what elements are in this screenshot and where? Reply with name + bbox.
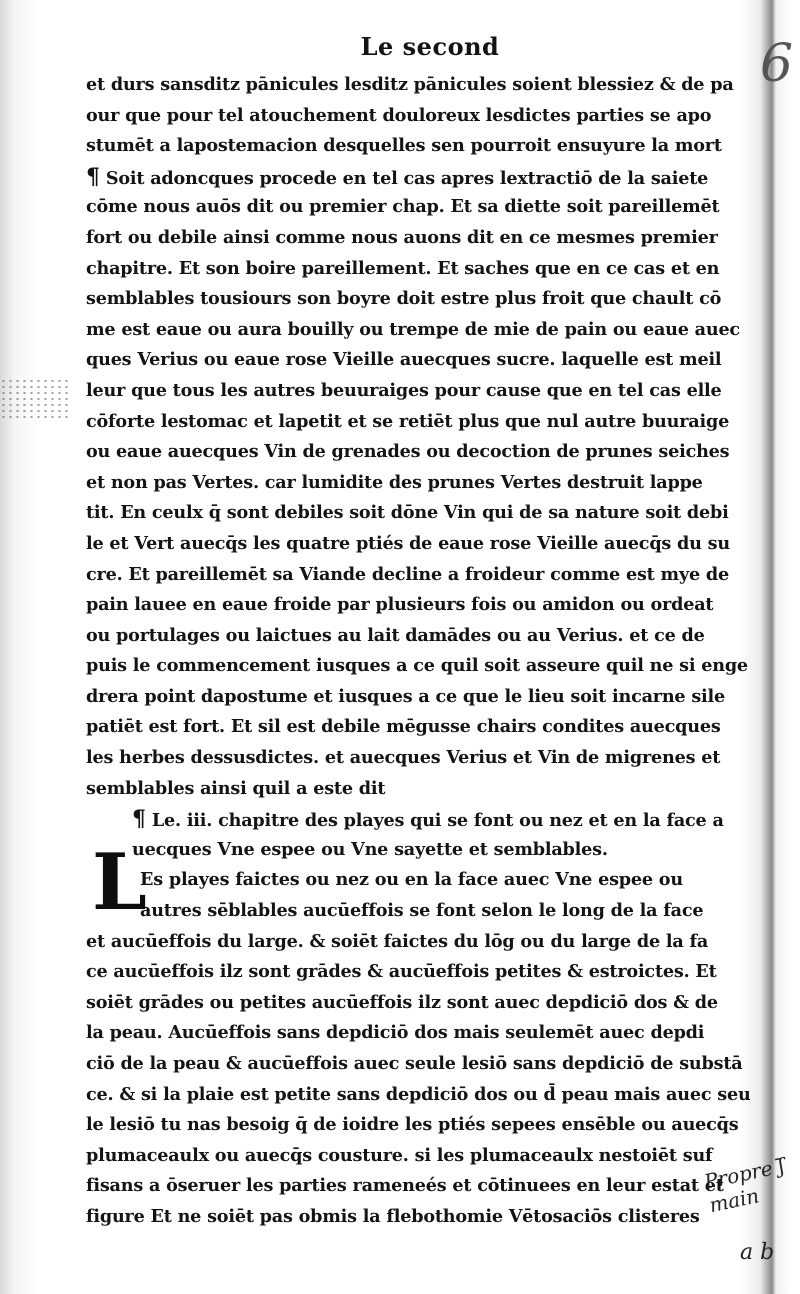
text-line: semblables ainsi quil a este dit [86,777,386,799]
text-line: chapitre. Et son boire pareillement. Et saches que en ce cas et en [86,257,720,279]
text-line: plumaceaulx ou auecq̄s cousture. si les plumaceaulx nestoiēt suf [86,1144,713,1166]
text-line: cre. Et pareillemēt sa Viande decline a froideur comme est mye de [86,563,729,585]
text-line: ou eaue auecques Vin de grenades ou decoction de prunes seiches [86,441,730,463]
text-line: ce aucūeffois ilz sont grādes & aucūeffois petites & estroictes. Et [86,961,717,983]
text-line: la peau. Aucūeffois sans depdiciō dos mais seulemēt auec depdi [86,1022,705,1044]
text-line: le et Vert auecq̄s les quatre ptiés de eaue rose Vieille auecq̄s du su [86,532,730,554]
text-line: cōforte lestomac et lapetit et se retiēt plus que nul autre buuraige [86,410,730,432]
text-line: soiēt grādes ou petites aucūeffois ilz sont auec depdiciō dos & de [86,991,718,1013]
text-line: et non pas Vertes. car lumidite des prunes Vertes destruit lappe [86,471,703,493]
text-line: tit. En ceulx q̄ sont debiles soit dōne Vin qui de sa nature soit debi [86,502,729,524]
text-line: our que pour tel atouchement douloreux lesdictes parties se apo [86,104,712,126]
text-line: ciō de la peau & aucūeffois auec seule lesiō sans depdiciō de substā [86,1053,743,1074]
text-line: et durs sansditz pānicules lesditz pānicules soient blessiez & de pa [86,74,734,95]
chapter-heading-line: ¶ Le. iii. chapitre des playes qui se font ou nez et en la face a [132,806,724,833]
text-line: patiēt est fort. Et sil est debile mēgusse chairs condites auecques [86,716,721,738]
text-line: et aucūeffois du large. & soiēt faictes du lōg ou du large de la fa [86,930,709,952]
text-line: puis le commencement iusques a ce quil soit asseure quil ne si enge [86,655,748,677]
drop-cap: L [92,837,147,928]
pilcrow-icon: ¶ [86,163,100,190]
text-line: ¶ Soit adoncques procede en tel cas apres lextractiō de la saiete [86,163,709,190]
text-line: me est eaue ou aura bouilly ou trempe de mie de pain ou eaue auec [86,318,740,340]
text-line: leur que tous les autres beuuraiges pour cause que en tel cas elle [86,379,722,401]
ink-speckle [0,378,70,418]
text-line: pain lauee en eaue froide par plusieurs fois ou amidon ou ordeat [86,594,714,616]
margin-annotation: Propre ʃ̄ main [702,1153,787,1218]
text-line: cōme nous auōs dit ou premier chap. Et sa diette soit pareillemēt [86,196,720,218]
text-line: autres sēblables aucūeffois se font selon le long de la face [140,900,704,922]
text-line: ques Verius ou eaue rose Vieille auecques sucre. laquelle est meil [86,349,722,371]
margin-page-mark: 6 [760,34,794,94]
text-line: stumēt a lapostemacion desquelles sen pourroit ensuyure la mort [86,135,722,157]
text-line: ce. & si la plaie est petite sans depdiciō dos ou d̄ peau mais auec seu [86,1083,751,1105]
corner-note: a b [740,1240,775,1265]
text-line: drera point dapostume et iusques a ce que le lieu soit incarne sile [86,685,726,707]
pilcrow-icon: ¶ [132,806,146,833]
text-line: figure Et ne soiēt pas obmis la flebothomie Vētosaciōs clisteres [86,1205,700,1227]
text-block [86,70,766,1233]
text-line: fort ou debile ainsi comme nous auons dit en ce mesmes premier [86,226,718,248]
chapter-heading-line: uecques Vne espee ou Vne sayette et semblables. [132,838,608,860]
running-head: Le second [360,32,500,61]
text-line: le lesiō tu nas besoig q̄ de ioidre les ptiés sepees ensēble ou auecq̄s [86,1114,739,1136]
text-line: ou portulages ou laictues au lait damādes ou au Verius. et ce de [86,624,705,646]
text-line: Es playes faictes ou nez ou en la face auec Vne espee ou [140,869,683,891]
text-line: semblables tousiours son boyre doit estre plus froit que chault cō [86,288,722,310]
text-line: fisans a ōseruer les parties rameneés et cōtinuees en leur estat et [86,1175,724,1197]
text-line: les herbes dessusdictes. et auecques Verius et Vin de migrenes et [86,747,721,769]
